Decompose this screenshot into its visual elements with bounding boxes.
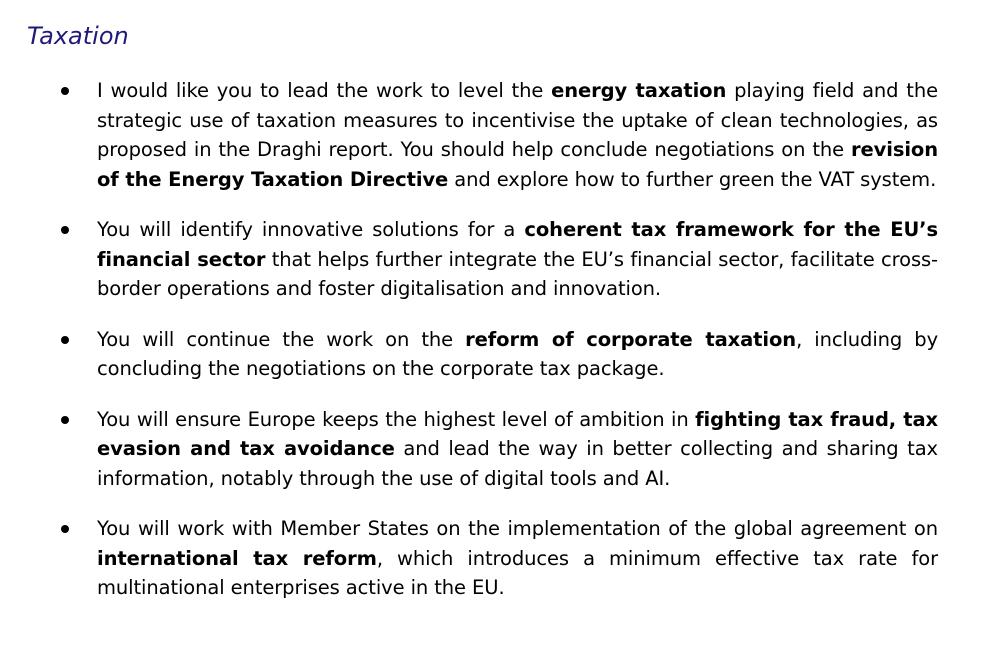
- section-title: Taxation: [27, 22, 129, 50]
- bullet-dot-icon: [61, 226, 69, 234]
- text-run: You will identify innovative solutions for a: [97, 218, 525, 241]
- emphasis-text: fighting tax fraud, tax evasion and tax avoidance: [97, 407, 939, 460]
- text-run: , which introduces a minimum effective tax rate for multinational enterprises active in the EU.: [97, 546, 939, 599]
- text-run: playing field and the strategic use of taxation measures to incentivise the uptake of clean technologies, as proposed in the Draghi report. You should help conclude negotiations on the: [97, 79, 938, 161]
- bullet-dot-icon: [61, 416, 69, 424]
- list-item-text: [97, 79, 938, 191]
- list-item: [58, 514, 938, 603]
- list-item: [58, 215, 938, 304]
- bullet-dot-icon: [61, 525, 69, 533]
- emphasis-text: coherent tax framework for the EU’s financial sector: [97, 218, 938, 271]
- emphasis-text: energy taxation: [551, 79, 727, 102]
- text-run: I would like you to lead the work to level the: [97, 79, 552, 102]
- list-item: [58, 405, 938, 494]
- text-run: and lead the way in better collecting and sharing tax information, notably through the use of digital tools and AI.: [97, 437, 938, 490]
- text-run: You will work with Member States on the implementation of the global agreement on: [97, 517, 938, 540]
- bullet-dot-icon: [61, 87, 69, 95]
- text-run: You will continue the work on the: [97, 327, 466, 351]
- bullet-dot-icon: [61, 336, 69, 344]
- text-run: , including by concluding the negotiations on the corporate tax package.: [97, 327, 939, 380]
- bullet-list: [58, 76, 938, 624]
- text-run: You will ensure Europe keeps the highest level of ambition in: [97, 407, 696, 431]
- list-item-text: [97, 328, 938, 381]
- list-item-text: [97, 408, 938, 490]
- emphasis-text: revision of the Energy Taxation Directive: [97, 138, 938, 191]
- emphasis-text: international tax reform: [97, 546, 377, 570]
- list-item: [58, 76, 938, 194]
- emphasis-text: reform of corporate taxation: [465, 327, 797, 351]
- text-run: and explore how to further green the VAT system.: [448, 167, 937, 191]
- list-item: [58, 325, 938, 384]
- text-run: that helps further integrate the EU’s financial sector, facilitate cross-border operations and foster digitalisation and innovation.: [97, 247, 938, 300]
- list-item-text: [97, 218, 938, 300]
- list-item-text: [97, 517, 938, 599]
